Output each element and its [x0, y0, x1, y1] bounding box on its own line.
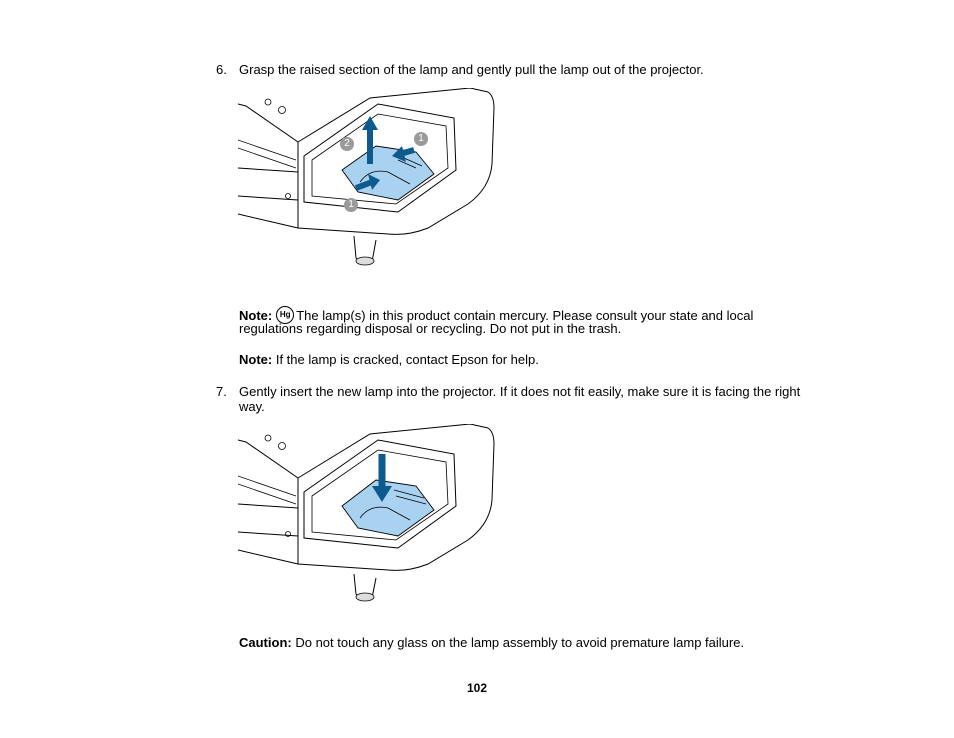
- caution-label: Caution:: [239, 635, 292, 650]
- mercury-note-label: Note:: [239, 308, 273, 323]
- figure-lamp-insertion: [238, 424, 496, 608]
- cracked-note: [239, 352, 539, 367]
- callout-1-top: 1: [414, 132, 428, 146]
- caution-note: [239, 635, 744, 650]
- cracked-note-text: If the lamp is cracked, contact Epson for help.: [275, 352, 539, 367]
- callout-1-bottom: 1: [344, 198, 358, 212]
- step-7-text-1: Gently insert the new lamp into the projector. If it does not fit easily, make sure it is facing the right: [239, 384, 801, 399]
- cracked-note-label: Note:: [239, 352, 273, 367]
- page-number: 102: [466, 681, 488, 695]
- caution-text: Do not touch any glass on the lamp assembly to avoid premature lamp failure.: [295, 635, 745, 650]
- callout-2: 2: [340, 137, 354, 151]
- figure-lamp-removal: [238, 88, 496, 272]
- step-6-text: Grasp the raised section of the lamp and gently pull the lamp out of the projector.: [239, 62, 704, 77]
- mercury-hg-icon: Hg: [276, 306, 294, 324]
- mercury-note-text-1: The lamp(s) in this product contain mercury. Please consult your state and local: [296, 308, 754, 323]
- mercury-note-text-2: regulations regarding disposal or recycling. Do not put in the trash.: [239, 321, 622, 336]
- step-6-number: 6.: [216, 62, 227, 77]
- step-7-number: 7.: [216, 384, 227, 399]
- step-7-text-2: way.: [239, 399, 265, 414]
